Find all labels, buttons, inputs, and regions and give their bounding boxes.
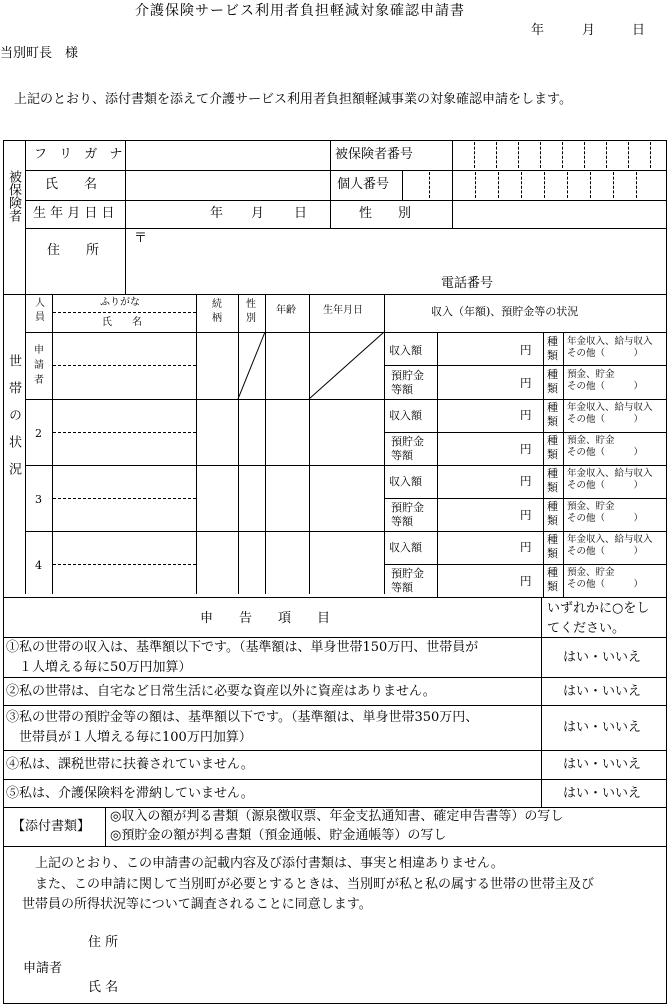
declaration-item-5: ⑤私は、介護保険料を滞納していません。 [6, 786, 254, 801]
kind-label: 種 類 [547, 434, 558, 462]
furigana-label: フ リ ガ ナ [34, 147, 127, 162]
phone-label: 電話番号 [441, 276, 494, 291]
answer-yes-no[interactable]: はい・いいえ [563, 720, 642, 735]
personal-number-label: 個人番号 [337, 177, 390, 192]
household-section-label: 世帯の状況 [6, 354, 21, 489]
yen-mark: 円 [520, 474, 532, 488]
yen-mark: 円 [520, 574, 532, 588]
intro-text: 上記のとおり、添付書類を添えて介護サービス利用者負担額軽減事業の対象確認申請をします。 [14, 92, 572, 107]
answer-yes-no[interactable]: はい・いいえ [563, 650, 642, 665]
attachment-line-2: ◎預貯金の額が判る書類（預金通帳、貯金通帳等）の写し [110, 828, 447, 843]
declaration-header: 申 告 項 目 [200, 611, 331, 626]
savings-kinds: 預金、貯金 その他（ ） [567, 501, 644, 524]
declaration-item-3: ③私の世帯の預貯金等の額は、基準額以下です。（基準額は、単身世帯350万円、 世帯員が１人増える毎に100万円加算） [6, 710, 479, 745]
row-label-3: 3 [35, 493, 42, 506]
kind-label: 種 類 [547, 500, 558, 528]
income-kinds: 年金収入、給与収入 その他（ ） [567, 468, 653, 491]
yen-mark: 円 [520, 376, 532, 390]
addressee: 当別町長 様 [0, 46, 79, 61]
consent-address-input[interactable] [130, 930, 650, 952]
declaration-instruction: いずれかに○をし てください。 [547, 601, 650, 636]
name-label: 氏 名 [45, 177, 98, 192]
savings-label: 預貯金 等額 [391, 501, 424, 529]
yen-mark: 円 [520, 508, 532, 522]
date-year-label: 年 [531, 23, 545, 38]
savings-kinds: 預金、貯金 その他（ ） [567, 567, 644, 590]
yen-mark: 円 [520, 442, 532, 456]
income-kinds: 年金収入、給与収入 その他（ ） [567, 336, 653, 359]
consent-line-3: 世帯員の所得状況等について調査されることに同意します。 [22, 897, 372, 912]
answer-yes-no[interactable]: はい・いいえ [563, 757, 642, 772]
col-member: 人員 [35, 298, 45, 323]
kind-label: 種 類 [547, 533, 558, 561]
kind-label: 種 類 [547, 335, 558, 363]
income-label: 収入額 [389, 409, 422, 422]
col-birth: 生年月日 [323, 305, 363, 316]
income-kinds: 年金収入、給与収入 その他（ ） [567, 534, 653, 557]
insured-section-label: 被保険者 [6, 170, 21, 222]
row-label-4: 4 [35, 559, 42, 572]
kind-label: 種 類 [547, 401, 558, 429]
birth-year: 年 [210, 206, 224, 221]
savings-kinds: 預金、貯金 その他（ ） [567, 435, 644, 458]
date-day-label: 日 [632, 23, 646, 38]
consent-line-1: 上記のとおり、この申請書の記載内容及び添付書類は、事実と相違ありません。 [22, 856, 504, 871]
row-label-2: 2 [35, 427, 42, 440]
consent-name-input[interactable] [130, 976, 650, 998]
sex-label: 性 別 [359, 206, 412, 221]
yen-mark: 円 [520, 408, 532, 422]
income-label: 収入額 [389, 475, 422, 488]
col-income: 収入（年額)、預貯金等の状況 [431, 305, 579, 318]
attachments-label: 【添付書類】 [12, 819, 91, 834]
savings-label: 預貯金 等額 [391, 369, 424, 397]
answer-yes-no[interactable]: はい・いいえ [563, 786, 642, 801]
col-furigana: ふりがな [100, 297, 140, 308]
income-kinds: 年金収入、給与収入 その他（ ） [567, 402, 653, 425]
yen-mark: 円 [520, 540, 532, 554]
birth-day: 日 [294, 206, 308, 221]
address-label: 住 所 [47, 243, 100, 258]
declaration-item-1: ①私の世帯の収入は、基準額以下です。（基準額は、単身世帯150万円、世帯員が １人増える毎に50万円加算） [6, 640, 479, 675]
col-age: 年齢 [276, 305, 296, 316]
declaration-item-2: ②私の世帯は、自宅など日常生活に必要な資産以外に資産はありません。 [6, 684, 436, 699]
income-label: 収入額 [389, 541, 422, 554]
savings-label: 預貯金 等額 [391, 567, 424, 595]
consent-name-label: 氏 名 [88, 980, 119, 995]
col-relation: 続柄 [212, 299, 222, 324]
birth-month: 月 [251, 206, 265, 221]
answer-yes-no[interactable]: はい・いいえ [563, 684, 642, 699]
col-sex: 性別 [246, 299, 256, 324]
kind-label: 種 類 [547, 566, 558, 594]
col-name: 氏 名 [102, 317, 142, 328]
yen-mark: 円 [520, 343, 532, 357]
postal-mark: 〒 [134, 231, 148, 246]
form-title: 介護保険サービス利用者負担軽減対象確認申請書 [135, 3, 465, 19]
row-label-applicant: 申請者 [34, 345, 44, 386]
savings-label: 預貯金 等額 [391, 435, 424, 463]
insured-number-label: 被保険者番号 [335, 147, 414, 162]
consent-applicant-label: 申請者 [23, 961, 63, 976]
birth-label: 生 年 月 日 日 [33, 206, 115, 221]
attachment-line-1: ◎収入の額が判る書類（源泉徴収票、年金支払通知書、確定申告書等）の写し [110, 809, 564, 824]
income-label: 収入額 [389, 344, 422, 357]
consent-address-label: 住 所 [88, 935, 119, 950]
kind-label: 種 類 [547, 467, 558, 495]
declaration-item-4: ④私は、課税世帯に扶養されていません。 [6, 757, 254, 772]
date-month-label: 月 [582, 23, 596, 38]
consent-line-2: また、この申請に関して当別町が必要とするときは、当別町が私と私の属する世帯の世帯主及び [22, 877, 595, 892]
kind-label: 種 類 [547, 368, 558, 396]
savings-kinds: 預金、貯金 その他（ ） [567, 369, 644, 392]
